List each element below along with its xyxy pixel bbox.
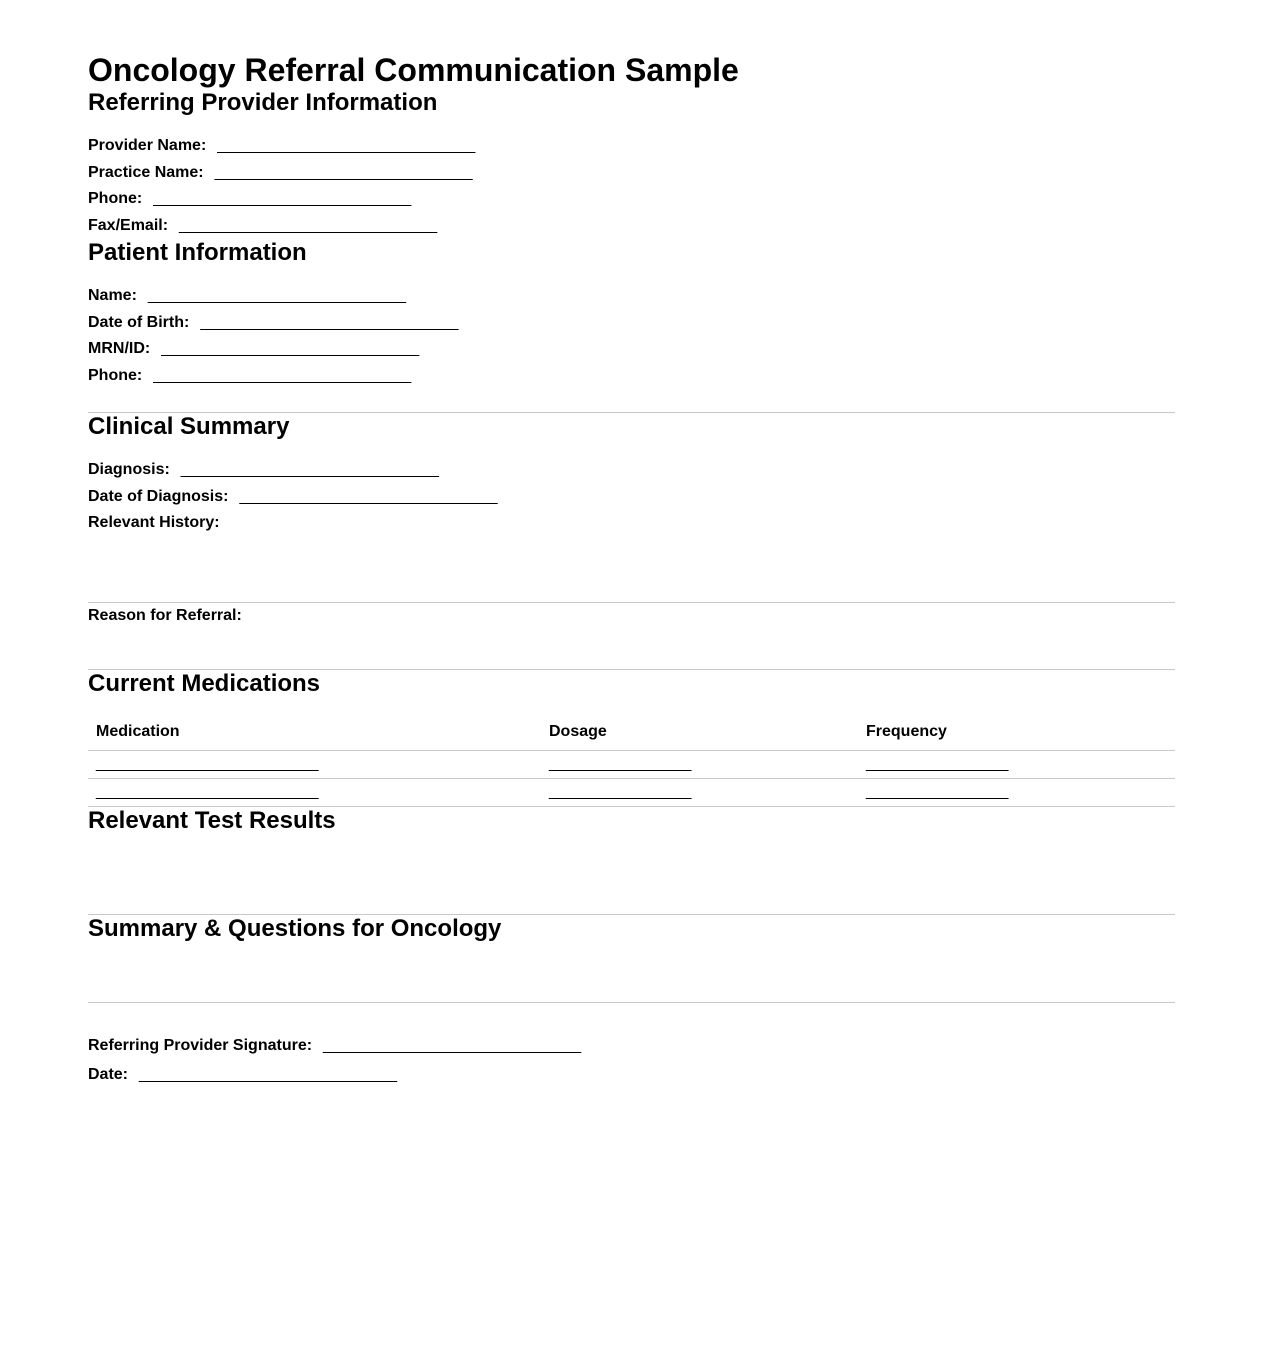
field-provider-phone: [88, 186, 1175, 213]
field-label: Diagnosis:: [88, 461, 170, 478]
field-blank-line: _____________________________: [323, 1036, 582, 1054]
field-provider-name: [88, 133, 1175, 160]
cell-medication-blank: _________________________: [88, 778, 541, 806]
cell-dosage-blank: ________________: [541, 750, 858, 778]
field-label: Fax/Email:: [88, 216, 169, 234]
field-label: Practice Name:: [88, 163, 204, 181]
table-row: [88, 750, 1175, 778]
cell-dosage-blank: ________________: [541, 778, 858, 806]
cell-frequency-blank: ________________: [858, 750, 1175, 778]
relevant-history-writing-space: [88, 537, 1175, 602]
column-header-medication: Medication: [88, 712, 541, 751]
field-blank-line: _____________________________: [153, 190, 412, 207]
medications-table: [88, 712, 1175, 807]
summary-questions-writing-space: [88, 943, 1175, 1003]
field-label: MRN/ID:: [88, 340, 151, 357]
table-row: [88, 778, 1175, 806]
field-label: Date of Diagnosis:: [88, 487, 229, 505]
field-relevant-history: [88, 510, 1175, 537]
field-blank-line: _____________________________: [200, 313, 459, 331]
column-header-frequency: Frequency: [858, 712, 1175, 751]
signature-block: [88, 1031, 1175, 1089]
referring-provider-fields: [88, 133, 1175, 239]
field-blank-line: _____________________________: [239, 487, 498, 505]
section-heading-test-results: Relevant Test Results: [88, 806, 336, 834]
field-date-of-diagnosis: [88, 484, 1175, 511]
field-label: Referring Provider Signature:: [88, 1036, 313, 1054]
field-patient-name: [88, 283, 1175, 310]
clinical-summary-fields: [88, 457, 1175, 537]
test-results-writing-space: [88, 835, 1175, 915]
field-label: Name:: [88, 287, 137, 304]
section-heading-current-medications: Current Medications: [88, 669, 321, 697]
section-heading-clinical-summary: Clinical Summary: [88, 413, 290, 440]
reason-for-referral-box: [88, 602, 1175, 670]
field-blank-line: _____________________________: [161, 340, 420, 357]
cell-frequency-blank: ________________: [858, 778, 1175, 806]
field-blank-line: _____________________________: [179, 216, 438, 234]
field-label: Phone:: [88, 366, 143, 384]
field-label: Date:: [88, 1065, 129, 1083]
section-heading-referring-provider: Referring Provider Information: [88, 89, 438, 116]
field-blank-line: _____________________________: [139, 1065, 398, 1083]
field-practice-name: [88, 160, 1175, 187]
field-label: Phone:: [88, 190, 143, 207]
page-title: Oncology Referral Communication Sample: [88, 52, 739, 88]
field-reason-for-referral: Reason for Referral:: [88, 606, 242, 624]
field-patient-phone: [88, 363, 1175, 390]
section-heading-summary-questions: Summary & Questions for Oncology: [88, 914, 502, 942]
field-blank-line: _____________________________: [214, 163, 473, 181]
field-diagnosis: [88, 457, 1175, 484]
field-label: Provider Name:: [88, 137, 207, 154]
field-date-of-birth: [88, 310, 1175, 337]
section-heading-patient: Patient Information: [88, 239, 307, 266]
field-label: Date of Birth:: [88, 313, 190, 331]
field-blank-line: _____________________________: [217, 137, 476, 154]
column-header-dosage: Dosage: [541, 712, 858, 751]
field-signature-date: [88, 1060, 1175, 1089]
field-blank-line: _____________________________: [180, 461, 439, 478]
field-provider-signature: [88, 1031, 1175, 1060]
field-fax-email: [88, 213, 1175, 240]
medications-header-row: [88, 712, 1175, 751]
field-blank-line: _____________________________: [147, 287, 406, 304]
cell-medication-blank: _________________________: [88, 750, 541, 778]
field-label: Relevant History:: [88, 514, 220, 531]
patient-fields: [88, 283, 1175, 389]
field-mrn-id: [88, 336, 1175, 363]
field-blank-line: _____________________________: [153, 366, 412, 384]
